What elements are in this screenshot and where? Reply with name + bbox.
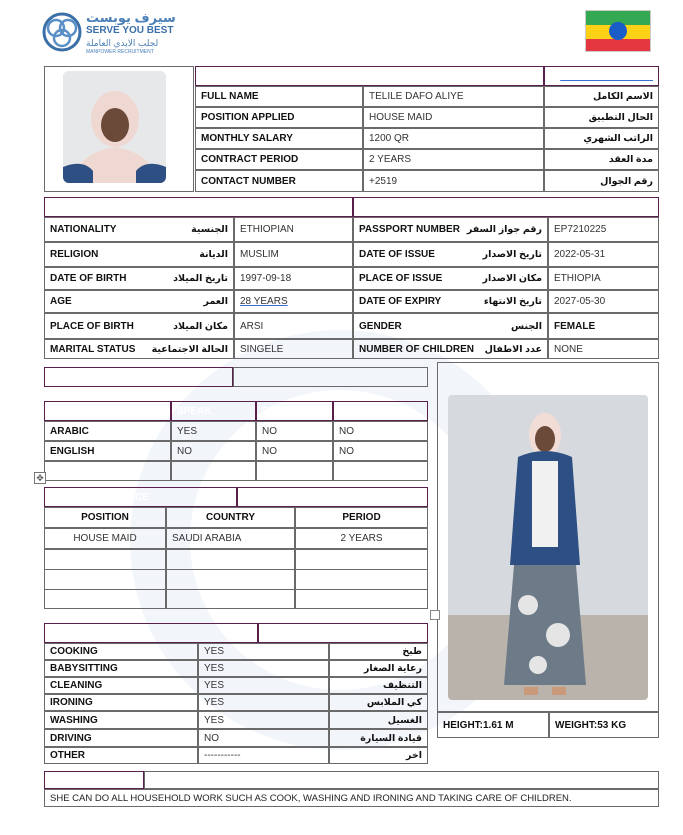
work-cell bbox=[44, 549, 166, 570]
detail-label-pair bbox=[44, 290, 234, 313]
reference-number bbox=[544, 66, 659, 86]
employment-label-arabic: الاسم الكامل bbox=[544, 86, 659, 107]
employment-label: CONTRACT PERIOD bbox=[195, 149, 363, 170]
applicant-portrait bbox=[63, 71, 166, 183]
skills-header: SKILLS bbox=[44, 623, 258, 643]
detail-label-pair bbox=[44, 242, 234, 267]
work-cell bbox=[166, 549, 295, 570]
employment-label-arabic: مدة العقد bbox=[544, 149, 659, 170]
skill-name: CLEANING bbox=[44, 677, 198, 694]
employment-label-arabic: الراتب الشهري bbox=[544, 128, 659, 149]
remarks-header-space bbox=[144, 771, 659, 789]
language-level bbox=[256, 461, 333, 481]
skill-name-arabic: قيادة السيارة bbox=[329, 729, 428, 747]
company-logo bbox=[42, 10, 182, 58]
skill-value: NO bbox=[198, 729, 329, 747]
skill-name: IRONING bbox=[44, 694, 198, 711]
employment-label: CONTACT NUMBER bbox=[195, 170, 363, 192]
language-level: NO bbox=[333, 421, 428, 441]
language-column-header: READ bbox=[256, 401, 333, 421]
work-cell bbox=[166, 569, 295, 590]
detail-value: NONE bbox=[548, 339, 659, 359]
portrait-icon bbox=[63, 71, 166, 183]
ethiopia-flag-icon bbox=[585, 10, 651, 52]
employment-label: POSITION APPLIED bbox=[195, 107, 363, 128]
detail-label-pair bbox=[353, 242, 548, 267]
language-level: NO bbox=[171, 441, 256, 461]
employment-label-arabic: الحال التطبيق bbox=[544, 107, 659, 128]
language-level: NO bbox=[256, 441, 333, 461]
detail-label-pair bbox=[44, 217, 234, 242]
work-cell: 2 YEARS bbox=[295, 528, 428, 549]
skill-name: WASHING bbox=[44, 711, 198, 729]
work-cell bbox=[44, 589, 166, 609]
skill-value: YES bbox=[198, 694, 329, 711]
skill-name: OTHER bbox=[44, 747, 198, 764]
language-level: NO bbox=[256, 421, 333, 441]
employment-label: MONTHLY SALARY bbox=[195, 128, 363, 149]
full-body-photo-icon bbox=[448, 395, 648, 700]
detail-label-pair bbox=[44, 313, 234, 339]
detail-label-pair bbox=[44, 267, 234, 290]
employment-value: 1200 QR bbox=[363, 128, 544, 149]
skills-header-arabic: المهارات bbox=[258, 623, 428, 643]
language-level: YES bbox=[171, 421, 256, 441]
work-cell bbox=[166, 589, 295, 609]
language-name: ARABIC bbox=[44, 421, 171, 441]
employment-value: HOUSE MAID bbox=[363, 107, 544, 128]
detail-value: FEMALE bbox=[548, 313, 659, 339]
detail-value: 2022-05-31 bbox=[548, 242, 659, 267]
detail-label: PLACE OF ISSUE bbox=[359, 273, 443, 284]
employment-label: FULL NAME bbox=[195, 86, 363, 107]
work-column-header: PERIOD bbox=[295, 507, 428, 528]
education-header: EDUCATION LEVEL bbox=[44, 367, 233, 387]
detail-value: ETHIOPIAN bbox=[234, 217, 353, 242]
detail-label-arabic: مكان الميلاد bbox=[173, 320, 228, 332]
detail-label-arabic: العمر bbox=[203, 296, 228, 307]
employment-label-arabic: رقم الجوال bbox=[544, 170, 659, 192]
skill-value: ----------- bbox=[198, 747, 329, 764]
language-column-header: SPEAK bbox=[171, 401, 256, 421]
flag-emblem bbox=[609, 22, 627, 40]
detail-value: EP7210225 bbox=[548, 217, 659, 242]
detail-label-pair bbox=[353, 217, 548, 242]
language-level bbox=[333, 461, 428, 481]
skill-value: YES bbox=[198, 643, 329, 660]
table-move-handle-icon[interactable]: ✥ bbox=[34, 472, 46, 484]
detail-label: RELIGION bbox=[50, 249, 99, 260]
skill-value: YES bbox=[198, 660, 329, 677]
skill-value: YES bbox=[198, 711, 329, 729]
work-cell bbox=[295, 549, 428, 570]
detail-value: 1997-09-18 bbox=[234, 267, 353, 290]
detail-label-arabic: الديانة bbox=[199, 249, 228, 260]
detail-label-arabic: تاريخ الانتهاء bbox=[483, 296, 542, 307]
detail-label-arabic: مكان الاصدار bbox=[482, 273, 542, 284]
skill-name: DRIVING bbox=[44, 729, 198, 747]
full-body-photo bbox=[448, 395, 648, 700]
detail-label: AGE bbox=[50, 296, 72, 307]
detail-label-arabic: الجنسية bbox=[191, 224, 228, 235]
detail-label-arabic: الحالة الاجتماعية bbox=[151, 343, 228, 355]
detail-value: SINGELE bbox=[234, 339, 353, 359]
detail-label: DATE OF BIRTH bbox=[50, 273, 127, 284]
other-details-header-right bbox=[353, 197, 659, 217]
photo-resize-handle[interactable] bbox=[430, 610, 440, 620]
detail-label-arabic: رقم جواز السفر bbox=[466, 224, 542, 235]
logo-emblem-icon bbox=[42, 12, 82, 52]
language-name bbox=[44, 461, 171, 481]
full-body-photo-frame bbox=[437, 362, 659, 712]
skill-name-arabic: رعاية الصغار bbox=[329, 660, 428, 677]
detail-value: MUSLIM bbox=[234, 242, 353, 267]
detail-label: DATE OF EXPIRY bbox=[359, 296, 442, 307]
work-experience-header: WORK EXPERIENCE bbox=[44, 487, 237, 507]
employment-value: +2519 bbox=[363, 170, 544, 192]
employment-value: TELILE DAFO ALIYE bbox=[363, 86, 544, 107]
language-level bbox=[171, 461, 256, 481]
logo-english: SERVE YOU BEST bbox=[86, 25, 174, 36]
ref-text: REF :CSFE-26-3331 bbox=[560, 70, 653, 82]
skill-name-arabic: التنظيف bbox=[329, 677, 428, 694]
language-column-header: WRITE bbox=[333, 401, 428, 421]
detail-value: ETHIOPIA bbox=[548, 267, 659, 290]
work-cell: SAUDI ARABIA bbox=[166, 528, 295, 549]
education-value bbox=[233, 367, 428, 387]
work-column-header: POSITION bbox=[44, 507, 166, 528]
detail-label: MARITAL STATUS bbox=[50, 343, 136, 355]
language-level: NO bbox=[333, 441, 428, 461]
work-cell bbox=[44, 569, 166, 590]
age-value: 28 YEARS bbox=[240, 296, 288, 307]
skill-name-arabic: الغسيل bbox=[329, 711, 428, 729]
work-column-header: COUNTRY bbox=[166, 507, 295, 528]
detail-label-arabic: تاريخ الميلاد bbox=[173, 273, 228, 284]
skill-name-arabic: اخر bbox=[329, 747, 428, 764]
skill-name-arabic: طبخ bbox=[329, 643, 428, 660]
language-column-header: LANGUAGE LITERACY bbox=[44, 401, 171, 421]
detail-label-arabic: عدد الاطفال bbox=[484, 343, 542, 355]
detail-label-pair bbox=[353, 313, 548, 339]
detail-label-pair bbox=[353, 339, 548, 359]
language-name: ENGLISH bbox=[44, 441, 171, 461]
detail-label: NUMBER OF CHILDREN bbox=[359, 343, 474, 355]
remarks-text: SHE CAN DO ALL HOUSEHOLD WORK SUCH AS COOK, WASHING AND IRONING AND TAKING CARE OF CHILDREN. bbox=[44, 789, 659, 807]
detail-label: PLACE OF BIRTH bbox=[50, 320, 134, 332]
other-details-header: OTHER DETAILS OF APPLICANT bbox=[44, 197, 353, 217]
weight-value: WEIGHT:53 KG bbox=[549, 712, 659, 738]
skill-name: COOKING bbox=[44, 643, 198, 660]
logo-sub-arabic: لجلب الايدي العاملة bbox=[86, 38, 159, 48]
detail-label: NATIONALITY bbox=[50, 224, 117, 235]
employment-value: 2 YEARS bbox=[363, 149, 544, 170]
employment-header: EMPLOYMENT DETAILS bbox=[195, 66, 544, 86]
detail-label: DATE OF ISSUE bbox=[359, 249, 435, 260]
detail-label-pair bbox=[44, 339, 234, 359]
detail-value: ARSI bbox=[234, 313, 353, 339]
logo-sub-english: MANPOWER RECRUITMENT bbox=[86, 49, 154, 55]
work-cell: HOUSE MAID bbox=[44, 528, 166, 549]
detail-label-arabic: تاريخ الاصدار bbox=[482, 249, 542, 260]
height-value: HEIGHT:1.61 M bbox=[437, 712, 549, 738]
work-experience-header-right bbox=[237, 487, 428, 507]
detail-label: PASSPORT NUMBER bbox=[359, 224, 460, 235]
detail-label: GENDER bbox=[359, 320, 402, 332]
skill-name-arabic: كي الملابس bbox=[329, 694, 428, 711]
skill-name: BABYSITTING bbox=[44, 660, 198, 677]
detail-value bbox=[234, 290, 353, 313]
skill-value: YES bbox=[198, 677, 329, 694]
applicant-portrait-frame bbox=[44, 66, 194, 192]
detail-label-arabic: الجنس bbox=[511, 320, 542, 332]
logo-arabic: سيرف يوبست bbox=[86, 10, 176, 25]
work-cell bbox=[295, 589, 428, 609]
detail-value: 2027-05-30 bbox=[548, 290, 659, 313]
work-cell bbox=[295, 569, 428, 590]
detail-label-pair bbox=[353, 267, 548, 290]
detail-label-pair bbox=[353, 290, 548, 313]
remarks-header: REMARKS bbox=[44, 771, 144, 789]
